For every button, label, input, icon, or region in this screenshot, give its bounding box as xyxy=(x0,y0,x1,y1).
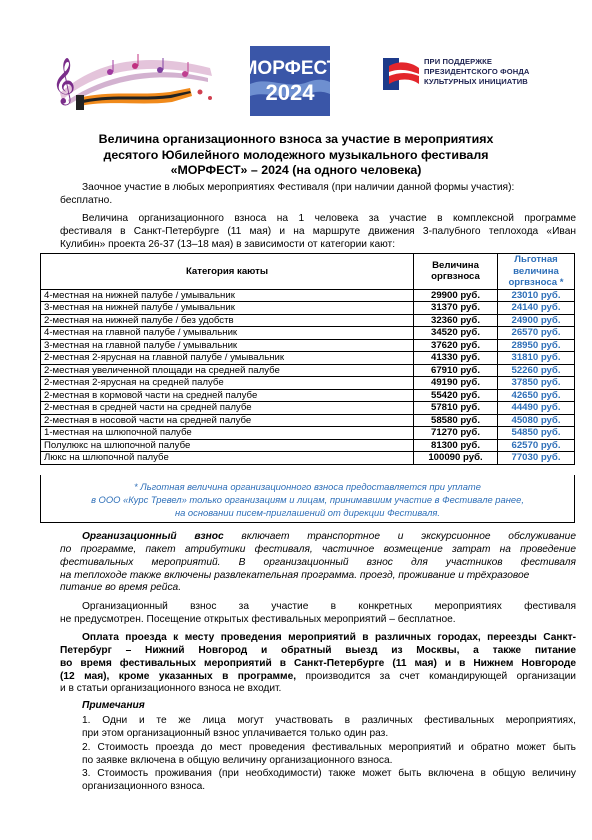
table-row xyxy=(41,414,575,427)
fee-cell: 57810 руб. xyxy=(414,402,498,415)
morfest-logo-year: 2024 xyxy=(265,80,315,105)
cabin-category-cell: 3-местная на нижней палубе / умывальник xyxy=(41,302,414,315)
discount-fee-cell: 26570 руб. xyxy=(498,327,575,340)
fee-cell: 34520 руб. xyxy=(414,327,498,340)
music-notes-ribbon-logo xyxy=(40,48,225,118)
table-body xyxy=(41,289,575,464)
fee-cell: 37620 руб. xyxy=(414,339,498,352)
fee-cell: 29900 руб. xyxy=(414,289,498,302)
presidential-fund-icon xyxy=(381,54,421,94)
text-span: производится за счет командирующей организации xyxy=(296,670,576,682)
text-line: бесплатно. xyxy=(60,195,113,206)
discount-fee-cell: 37850 руб. xyxy=(498,377,575,390)
table-row xyxy=(41,402,575,415)
text-line: фестивальных мероприятий. В организационный взнос для участников фестиваля xyxy=(60,556,576,568)
text-span: включает транспортное и экскурсионное обслуживание xyxy=(241,531,576,542)
table-row xyxy=(41,352,575,365)
remote-participation-text xyxy=(82,182,576,195)
cabin-category-cell: Люкс на шлюпочной палубе xyxy=(41,452,414,465)
morfest-logo xyxy=(241,44,339,118)
text-line: Оплата проезда к месту проведения мероприятий в различных городах, переезды Санкт- xyxy=(82,632,576,643)
fee-term: Организационный взнос xyxy=(82,531,224,542)
notes-title: Примечания xyxy=(82,700,145,711)
fee-includes-text xyxy=(82,531,576,544)
text-line: фестиваля в Санкт-Петербурге (11 мая) и на маршруте движения 3-палубного теплохода «Иван xyxy=(60,226,576,237)
fee-cell: 58580 руб. xyxy=(414,414,498,427)
header-category: Категория каюты xyxy=(41,254,414,290)
discount-fee-cell: 52260 руб. xyxy=(498,364,575,377)
table-row xyxy=(41,427,575,440)
fee-cell: 32360 руб. xyxy=(414,314,498,327)
text-line: на теплоходе также включены развлекательная программа. проезд, проживание и трёхразовое xyxy=(60,569,530,581)
text-line: организационного взноса. xyxy=(82,781,206,792)
text-line: 3. Стоимость проживания (при необходимости) также может быть включена в общую величину xyxy=(82,768,576,779)
fee-cell: 55420 руб. xyxy=(414,389,498,402)
title-line: «МОРФЕСТ» – 2024 (на одного человека) xyxy=(170,163,422,177)
text-span: (12 мая), кроме указанных в программе, xyxy=(60,670,297,682)
discount-fee-cell: 23010 руб. xyxy=(498,289,575,302)
text-line xyxy=(82,531,576,544)
title-line: десятого Юбилейного молодежного музыкального фестиваля xyxy=(103,147,489,162)
notes-item-1 xyxy=(82,715,576,728)
text-line: Организационный взнос за участие в конкретных мероприятиях фестиваля xyxy=(82,601,576,612)
fee-cell: 31370 руб. xyxy=(414,302,498,315)
fund-text-line: ПРИ ПОДДЕРЖКЕ xyxy=(424,57,493,66)
table-row xyxy=(41,339,575,352)
table-row xyxy=(41,314,575,327)
fee-cell: 41330 руб. xyxy=(414,352,498,365)
text-line: по заявке включена в общую величину организационного взноса. xyxy=(82,755,393,766)
travel-costs-text-2 xyxy=(60,645,576,696)
fee-cell: 49190 руб. xyxy=(414,377,498,390)
text-line: Заочное участие в любых мероприятиях Фестиваля (при наличии данной формы участия): xyxy=(82,182,515,193)
note-line: * Льготная величина организационного взноса предоставляется при уплате xyxy=(134,481,481,492)
discount-note xyxy=(40,480,575,519)
morfest-logo-text: МОРФЕСТ xyxy=(241,58,339,79)
notes-item-2b xyxy=(82,755,393,768)
notes-item-3b xyxy=(82,781,205,794)
remote-participation-text-2 xyxy=(60,195,112,208)
text-line xyxy=(60,671,576,684)
cabin-category-cell: 3-местная на главной палубе / умывальник xyxy=(41,339,414,352)
cabin-category-cell: 4-местная на главной палубе / умывальник xyxy=(41,327,414,340)
fund-text-line: ПРЕЗИДЕНТСКОГО ФОНДА xyxy=(424,67,530,76)
text-line: питание во время рейса. xyxy=(60,582,182,594)
cabin-category-cell: 2-местная в средней части на средней палубе xyxy=(41,402,414,415)
table-row xyxy=(41,289,575,302)
text-line: 2. Стоимость проезда до мест проведения фестивальных мероприятий и обратно может быть xyxy=(82,742,576,753)
text-line: во время фестивальных мероприятий в Санкт-Петербурге (11 мая) и в Нижнем Новгороде xyxy=(60,657,576,669)
header-price: Величина оргвзноса xyxy=(414,254,498,290)
fee-table xyxy=(40,253,575,465)
discount-fee-cell: 24900 руб. xyxy=(498,314,575,327)
cabin-category-cell: 2-местная в кормовой части на средней палубе xyxy=(41,389,414,402)
discount-fee-cell: 42650 руб. xyxy=(498,389,575,402)
discount-fee-cell: 77030 руб. xyxy=(498,452,575,465)
note-line: в ООО «Курс Тревел» только организациям и лицам, принимавшим участие в Фестивале ранее, xyxy=(91,494,524,505)
discount-fee-cell: 44490 руб. xyxy=(498,402,575,415)
cabin-category-cell: 2-местная в носовой части на средней палубе xyxy=(41,414,414,427)
fee-includes-text-2 xyxy=(60,544,576,595)
table-row xyxy=(41,452,575,465)
note-line: на основании писем-приглашений от дирекции Фестиваля. xyxy=(174,507,441,518)
fee-intro-text xyxy=(82,213,576,226)
table-row xyxy=(41,377,575,390)
table-row xyxy=(41,439,575,452)
text-line: Величина организационного взноса на 1 человека за участие в комплексной программе xyxy=(82,213,576,224)
table-header-row xyxy=(41,254,575,290)
cabin-category-cell: 2-местная 2-ярусная на средней палубе xyxy=(41,377,414,390)
cabin-category-cell: 4-местная на нижней палубе / умывальник xyxy=(41,289,414,302)
presidential-fund-logo xyxy=(381,54,556,94)
discount-fee-cell: 31810 руб. xyxy=(498,352,575,365)
title-line: Величина организационного взноса за участие в мероприятиях xyxy=(98,132,494,146)
text-line: Кулибин» проекта 26-37 (13–18 мая) в зависимости от категории кают: xyxy=(60,238,396,250)
cabin-category-cell: Полулюкс на шлюпочной палубе xyxy=(41,439,414,452)
svg-text:𝄞: 𝄞 xyxy=(52,58,76,104)
discount-fee-cell: 28950 руб. xyxy=(498,339,575,352)
text-line: не предусмотрен. Посещение открытых фестивальных мероприятий – бесплатное. xyxy=(60,614,456,625)
fund-text-line: КУЛЬТУРНЫХ ИНИЦИАТИВ xyxy=(424,77,528,86)
fee-intro-text-2 xyxy=(60,226,576,252)
cabin-category-cell: 2-местная 2-ярусная на главной палубе / умывальник xyxy=(41,352,414,365)
text-line: при этом организационный взнос уплачивается только один раз. xyxy=(82,728,389,739)
travel-costs-text xyxy=(82,632,576,645)
cabin-category-cell: 2-местная увеличенной площади на средней палубе xyxy=(41,364,414,377)
notes-item-3 xyxy=(82,768,576,781)
fee-cell: 81300 руб. xyxy=(414,439,498,452)
text-line: и в статьи организационного взноса не входит. xyxy=(60,683,282,695)
cabin-category-cell: 1-местная на шлюпочной палубе xyxy=(41,427,414,440)
table-row xyxy=(41,327,575,340)
table-row xyxy=(41,389,575,402)
notes-item-2 xyxy=(82,742,576,755)
text-line: Петербург – Нижний Новгород и обратный выезд из Москвы, а также питание xyxy=(60,645,576,656)
discount-fee-cell: 62570 руб. xyxy=(498,439,575,452)
fee-cell: 71270 руб. xyxy=(414,427,498,440)
specific-events-text-2 xyxy=(60,614,576,627)
cabin-category-cell: 2-местная на нижней палубе / без удобств xyxy=(41,314,414,327)
document-title xyxy=(60,132,532,179)
specific-events-text xyxy=(82,601,576,614)
table-row xyxy=(41,364,575,377)
discount-fee-cell: 54850 руб. xyxy=(498,427,575,440)
text-line: по программе, пакет атрибутики фестиваля, частичное возмещение затрат на проведение xyxy=(60,544,576,555)
fee-cell: 100090 руб. xyxy=(414,452,498,465)
fee-cell: 67910 руб. xyxy=(414,364,498,377)
header-discount: Льготная величина оргвзноса * xyxy=(498,254,575,290)
discount-fee-cell: 45080 руб. xyxy=(498,414,575,427)
table-row xyxy=(41,302,575,315)
discount-fee-cell: 24140 руб. xyxy=(498,302,575,315)
notes-item-1b xyxy=(82,728,388,741)
text-line: 1. Одни и те же лица могут участвовать в различных фестивальных мероприятиях, xyxy=(82,715,576,726)
